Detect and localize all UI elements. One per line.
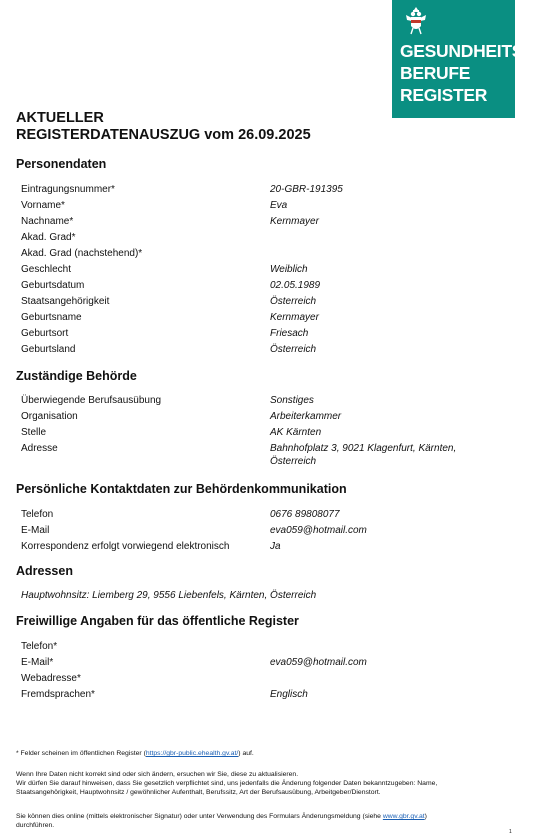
field-value: Weiblich (270, 264, 308, 275)
footer-online-paragraph (16, 812, 516, 830)
address-line-2: Österreich (270, 456, 317, 467)
field-label: Geburtsname (21, 312, 82, 323)
footer-text: ) (424, 813, 427, 820)
field-label: Geburtsort (21, 328, 69, 339)
field-label: Geschlecht (21, 264, 72, 275)
field-value: Eva (270, 200, 288, 211)
field-label: Eintragungsnummer* (21, 184, 115, 195)
field-value: 20-GBR-191395 (270, 184, 343, 195)
section-heading-freiwillig: Freiwillige Angaben für das öffentliche Register (16, 614, 299, 628)
field-label: Staatsangehörigkeit (21, 296, 110, 307)
field-value-address (270, 442, 485, 468)
section-heading-behoerde: Zuständige Behörde (16, 369, 137, 383)
address-line-1: Bahnhofplatz 3, 9021 Klagenfurt, Kärnten, (270, 443, 457, 454)
field-label: Stelle (21, 427, 47, 438)
field-value: Ja (270, 541, 281, 552)
footer-line: Staatsangehörigkeit, Hauptwohnsitz / gewöhnlicher Aufenthalt, Berufssitz, Art der Berufsausübung, Arbeitgeber/Dienstort. (16, 789, 381, 796)
field-label: Adresse (21, 443, 58, 454)
public-register-link[interactable]: https://gbr-public.ehealth.gv.at/ (145, 750, 239, 757)
logo-line-2: BERUFE (400, 63, 471, 83)
field-label: Überwiegende Berufsausübung (21, 395, 162, 406)
footer-update-paragraph (16, 770, 516, 797)
eagle-coat-of-arms-icon (404, 6, 428, 36)
gbr-logo (392, 0, 524, 118)
field-label: Webadresse* (21, 673, 81, 684)
field-value: Friesach (270, 328, 309, 339)
document-title-line-2: REGISTERDATENAUSZUG vom 26.09.2025 (16, 127, 311, 143)
field-label: Fremdsprachen* (21, 689, 95, 700)
field-label: Telefon (21, 509, 54, 520)
field-value: eva059@hotmail.com (270, 525, 367, 536)
field-label: E-Mail* (21, 657, 54, 668)
field-value: 0676 89808077 (270, 509, 340, 520)
gbr-website-link[interactable]: www.gbr.gv.at (382, 813, 425, 820)
field-label: Organisation (21, 411, 78, 422)
page-number: 1 (509, 829, 512, 835)
field-value: Kernmayer (270, 312, 319, 323)
footnote-text: * Felder scheinen im öffentlichen Register ( (16, 750, 146, 757)
document-title-line-1: AKTUELLER (16, 110, 104, 126)
field-label: Geburtsdatum (21, 280, 85, 291)
field-value: AK Kärnten (270, 427, 322, 438)
field-value: eva059@hotmail.com (270, 657, 367, 668)
footer-line: Wir dürfen Sie darauf hinweisen, dass Sie gesetzlich verpflichtet sind, uns jedenfalls die Änderung folgender Daten bekanntzugeben: Name, (16, 780, 438, 787)
field-value: Kernmayer (270, 216, 319, 227)
field-label: Korrespondenz erfolgt vorwiegend elektronisch (21, 541, 230, 552)
logo-line-1: GESUNDHEITS (400, 41, 524, 61)
field-label: Vorname* (21, 200, 65, 211)
field-value: Österreich (270, 296, 317, 307)
footnote-public-register (16, 749, 516, 758)
footer-line: durchführen. (16, 822, 55, 829)
footer-text: Sie können dies online (mittels elektronischer Signatur) oder unter Verwendung des Formulars Änderungsmeldung (siehe (16, 813, 383, 820)
logo-line-3: REGISTER (400, 85, 488, 105)
section-heading-adressen: Adressen (16, 564, 73, 578)
main-residence-address: Hauptwohnsitz: Liemberg 29, 9556 Liebenfels, Kärnten, Österreich (21, 590, 317, 601)
field-label: E-Mail (21, 525, 50, 536)
section-heading-kontakt: Persönliche Kontaktdaten zur Behördenkommunikation (16, 482, 347, 496)
field-value: Arbeiterkammer (270, 411, 342, 422)
field-label: Akad. Grad* (21, 232, 76, 243)
field-label: Nachname* (21, 216, 74, 227)
field-label: Telefon* (21, 641, 58, 652)
field-value: 02.05.1989 (270, 280, 321, 291)
field-value: Sonstiges (270, 395, 314, 406)
section-heading-personendaten: Personendaten (16, 157, 107, 171)
field-label: Geburtsland (21, 344, 76, 355)
footnote-text: ) auf. (238, 750, 254, 757)
field-value: Österreich (270, 344, 317, 355)
field-value: Englisch (270, 689, 308, 700)
footer-line: Wenn Ihre Daten nicht korrekt sind oder sich ändern, ersuchen wir Sie, diese zu aktualisieren. (16, 771, 299, 778)
field-label: Akad. Grad (nachstehend)* (21, 248, 143, 259)
document-title (16, 110, 311, 144)
